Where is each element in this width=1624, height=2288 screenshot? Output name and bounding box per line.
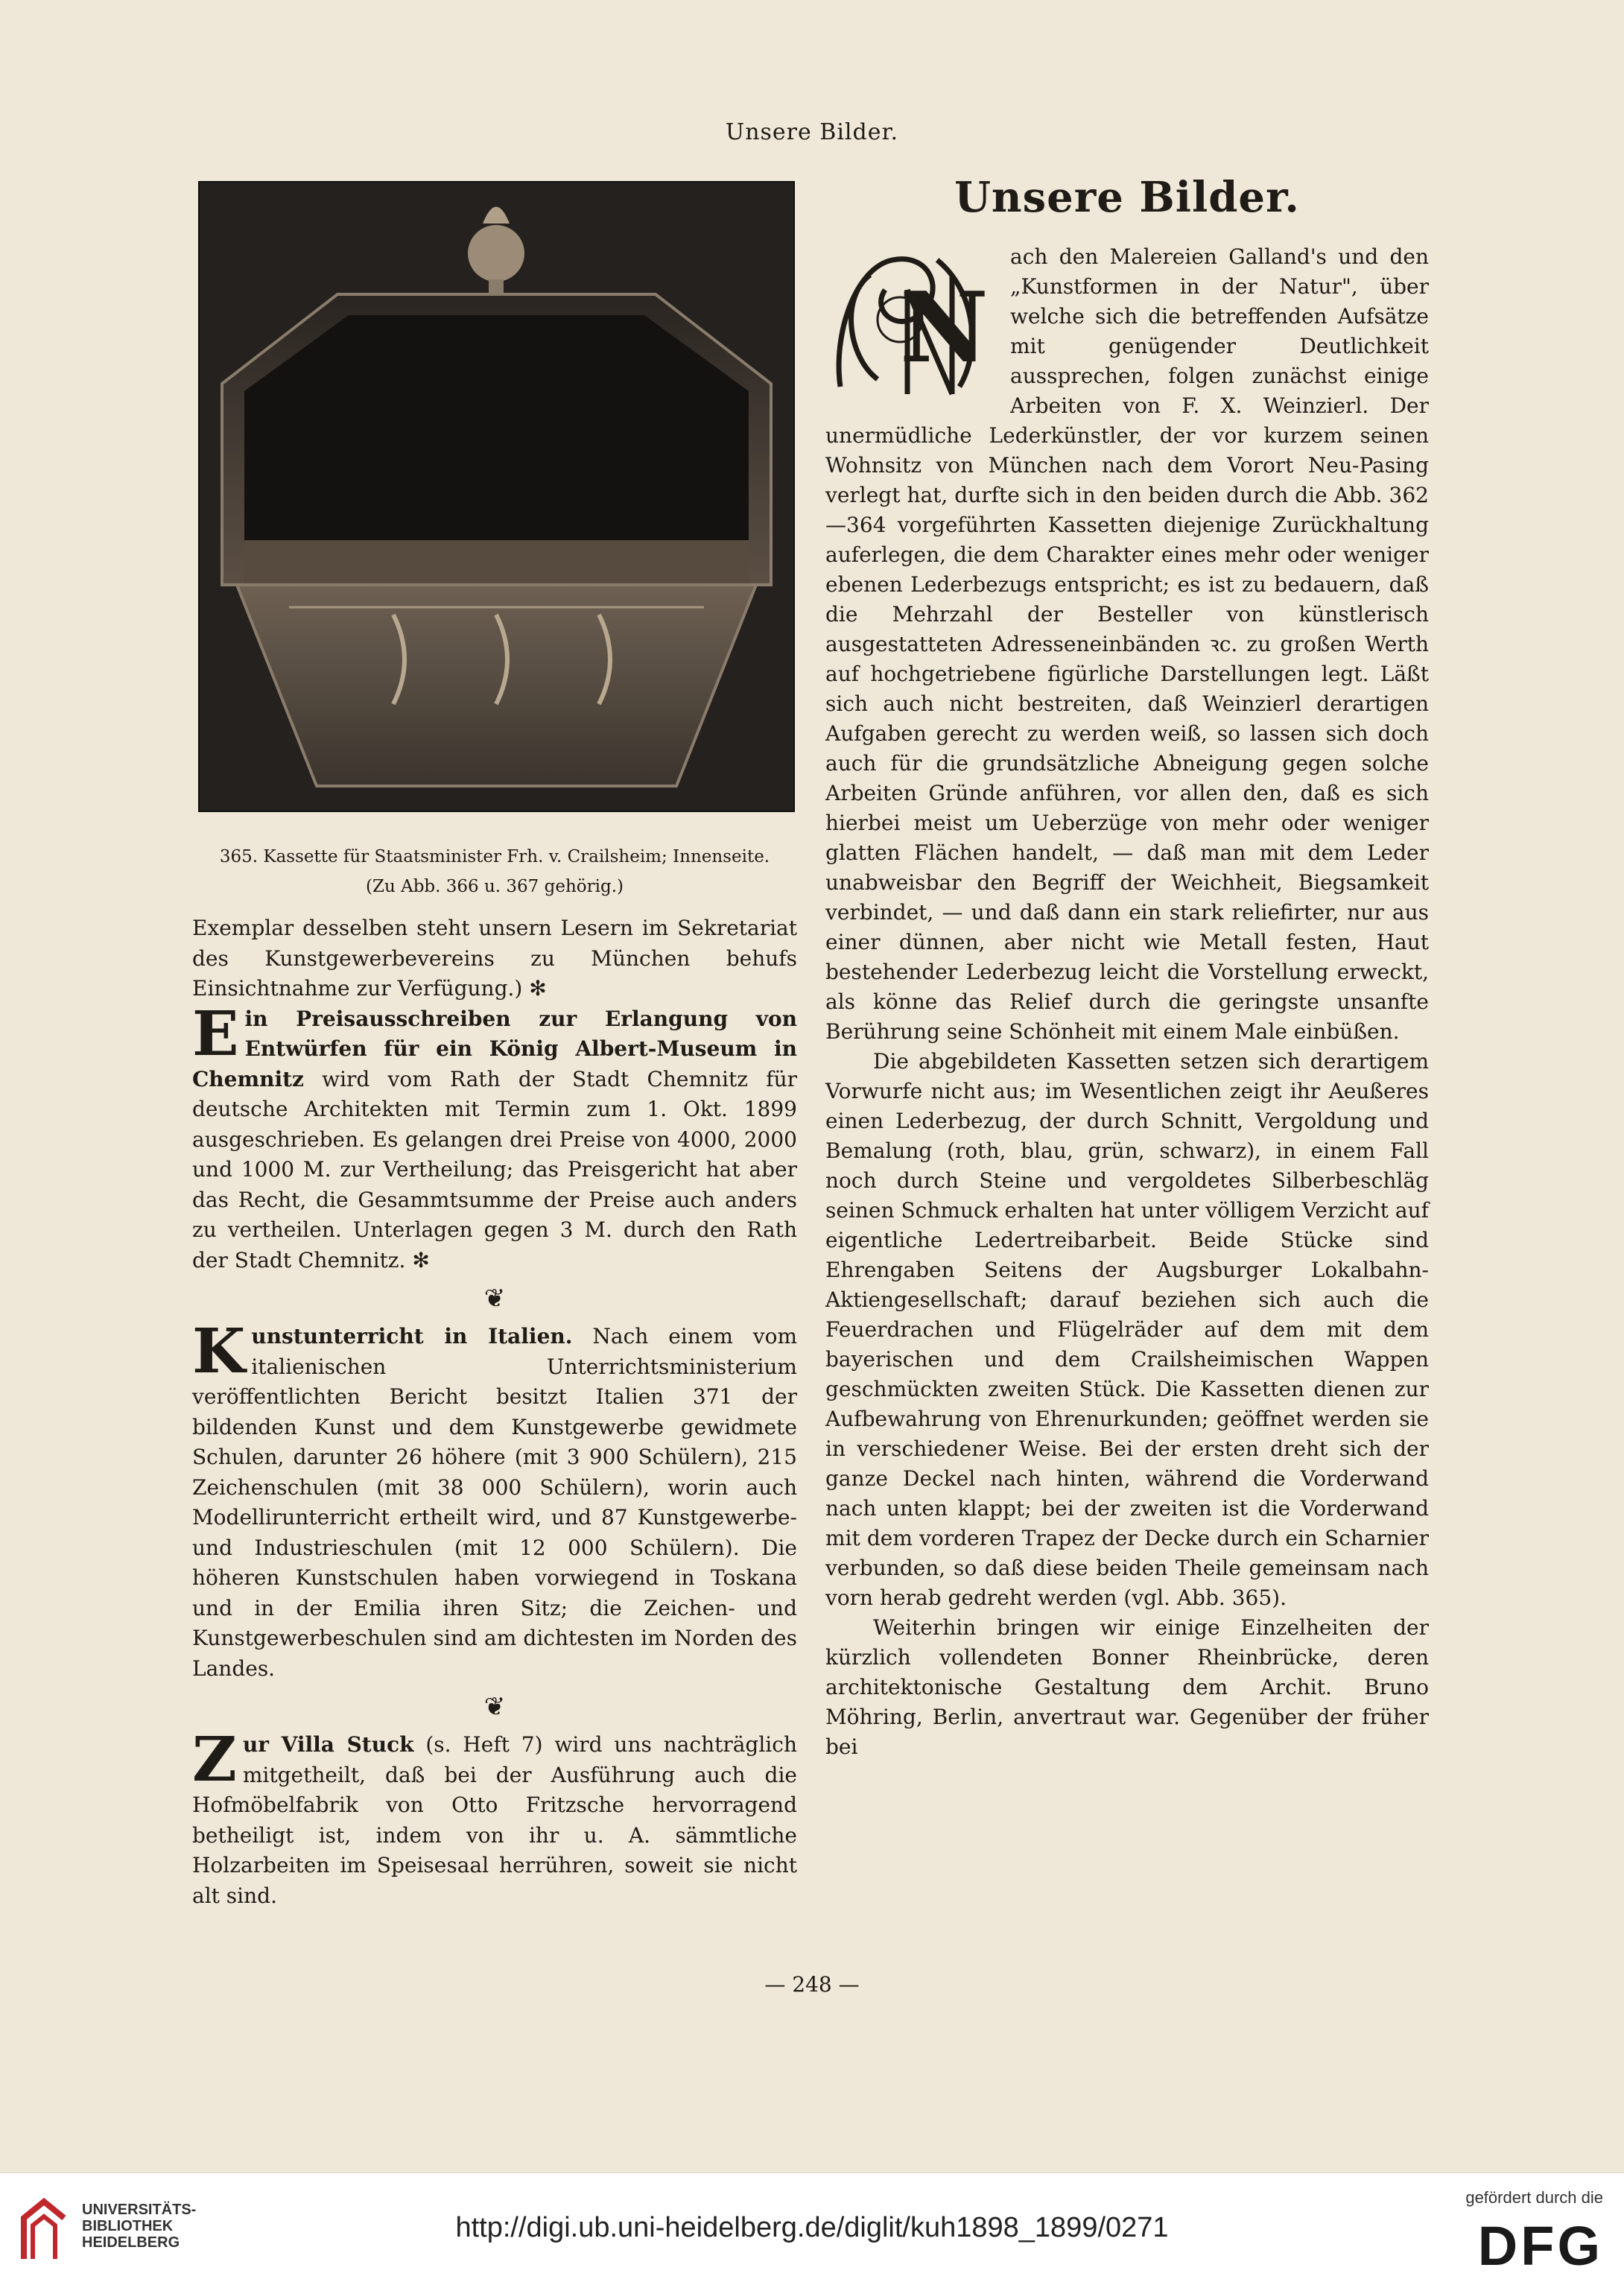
- funder-label: gefördert durch die: [1465, 2188, 1603, 2207]
- left-column: [192, 913, 797, 1911]
- paragraph-kunstunterricht: [192, 1316, 798, 1684]
- fleuron-1: ❦: [483, 1284, 506, 1313]
- section-heading: Unsere Bilder.: [954, 173, 1300, 222]
- dropcap-e: E: [192, 998, 239, 1070]
- dropcap-z: Z: [192, 1724, 237, 1796]
- page-number: — 248 —: [764, 1972, 860, 1997]
- institution-line-3: HEIDELBERG: [82, 2234, 180, 2251]
- fleuron-2: ❦: [483, 1692, 506, 1722]
- lead-villa-stuck: ur Villa Stuck: [242, 1732, 414, 1757]
- paragraph-villa-stuck: [192, 1724, 797, 1911]
- paragraph-kassetten: Die abgebildeten Kassetten setzen sich derartigem Vorwurfe nicht aus; im Wesentlichen zeigt ihr Aeußeres einen Lederbezug, der durch Schnitt, Vergoldung und Bemalung (roth, blau, grün, schwarz), in einem Fall noch durch Steine und vergoldetes Silberbeschläg seinen Schmuck erhalten hat unter völligem Verzicht auf eigentliche Ledertreibarbeit. Beide Stücke sind Ehrengaben Seitens der Augsburger Lokalbahn-Aktiengesellschaft; darauf beziehen sich auch die Feuerdrachen und Flügelräder auf dem mit dem bayerischen und dem Crailsheimischen Wappen geschmückten zweiten Stück. Die Kassetten dienen zur Aufbewahrung von Ehrenurkunden; geöffnet werden sie in verschiedener Weise. Bei der ersten dreht sich der ganze Deckel nach hinten, während die Vorderwand nach unten klappt; bei der zweiten ist die Vorderwand mit dem vorderen Trapez der Decke durch ein Scharnier verbunden, so daß diese beiden Theile gemeinsam nach vorn herab gedreht werden (vgl. Abb. 365).: [825, 1049, 1429, 1610]
- institution-line-2: BIBLIOTHEK: [82, 2218, 174, 2234]
- casket-illustration: [200, 183, 793, 811]
- lead-kunstunterricht: unstunterricht in Italien.: [251, 1324, 573, 1349]
- paragraph-preisausschreiben: [192, 998, 797, 1276]
- dropcap-n: N: [900, 270, 989, 384]
- paragraph-galland: [825, 242, 1429, 1047]
- caption-line-2: (Zu Abb. 366 u. 367 gehörig.): [366, 877, 624, 896]
- body-preisausschreiben: wird vom Rath der Stadt Chemnitz für deutsche Architekten mit Termin zum 1. Okt. 1899 ausgeschrieben. Es gelangen drei Preise von 4000, 2000 und 1000 M. zur Vertheilung; das Preisgericht hat aber das Recht, die Gesammtsumme der Preise auch anders zu vertheilen. Unterlagen gegen 3 M. durch den Rath der Stadt Chemnitz. ✻: [192, 1066, 797, 1273]
- figure-casket-photo: [198, 181, 795, 812]
- paragraph-rheinbruecke: Weiterhin bringen wir einige Einzelheiten der kürzlich vollendeten Bonner Rheinbrücke, deren architektonische Gestaltung dem Archit. Bruno Möhring, Berlin, anvertraut war. Gegenüber der früher bei: [825, 1615, 1429, 1759]
- ornamental-dropcap-n: [825, 245, 997, 402]
- body-kunstunterricht: Nach einem vom italienischen Unterrichtsministerium veröffentlichten Bericht besitzt Italien 371 der bildenden Kunst und dem Kunstgewerbe gewidmete Schulen, darunter 26 höhere (mit 3 900 Schülern), 215 Zeichenschulen (mit 38 000 Schülern), worin auch Modellirunterricht ertheilt wird, und 87 Kunstgewerbe- und Industrieschulen (mit 12 000 Schülern). Die höheren Kunstschulen haben vorwiegend in Toskana und in der Emilia ihren Sitz; die Zeichen- und Kunstgewerbeschulen sind am dichtesten im Norden des Landes.: [192, 1324, 798, 1681]
- right-column: [825, 242, 1429, 1762]
- running-head: Unsere Bilder.: [725, 119, 899, 145]
- body-galland: ach den Malereien Galland's und den „Kunstformen in der Natur", über welche sich die betreffenden Aufsätze mit genügender Deutlichkeit aussprechen, folgen zunächst einige Arbeiten von F. X. Weinzierl. Der unermüdliche Lederkünstler, der vor kurzem seinen Wohnsitz von München nach dem Vorort Neu-Pasing verlegt hat, durfte sich in den beiden durch die Abb. 362—364 vorgeführten Kassetten diejenige Zurückhaltung auferlegen, die dem Charakter eines mehr oder weniger ebenen Lederbezugs entspricht; es ist zu bedauern, daß die Mehrzahl der Besteller von künstlerisch ausgestatteten Adresseneinbänden ꝛc. zu großen Werth auf hochgetriebene figürliche Darstellungen legt. Läßt sich auch nicht bestreiten, daß Weinzierl derartigen Aufgaben gerecht zu werden weiß, so lassen sich doch auch für die grundsätzliche Abneigung gegen solche Arbeiten Gründe anführen, vor allen den, daß es sich hierbei meist um Ueberzüge von mehr oder weniger glatten Flächen handelt, — daß man mit dem Leder unabweisbar den Begriff der Weichheit, Biegsamkeit verbindet, — und daß dann ein stark reliefirter, nur aus einer dünnen, aber nicht wie Metall festen, Haut bestehender Lederbezug leicht die Vorstellung erweckt, als könne das Relief durch die geringste unsanfte Berührung seine Schönheit mit einem Male einbüßen.: [825, 244, 1429, 1044]
- dropcap-k: K: [192, 1316, 246, 1387]
- dfg-logo: DFG: [1477, 2215, 1603, 2277]
- source-url-link[interactable]: http://digi.ub.uni-heidelberg.de/diglit/kuh1898_1899/0271: [455, 2212, 1169, 2243]
- paragraph-exemplar: Exemplar desselben steht unsern Lesern im Sekretariat des Kunstgewerbevereins zu München behufs Einsichtnahme zur Verfügung.) ✻: [192, 916, 797, 1001]
- body-villa-stuck: (s. Heft 7) wird uns nachträglich mitgetheilt, daß bei der Ausführung auch die Hofmöbelfabrik von Otto Fritzsche hervorragend betheiligt ist, indem von ihr u. A. sämmtliche Holzarbeiten im Speisesaal herrühren, soweit sie nicht alt sind.: [192, 1732, 797, 1908]
- institution-line-1: UNIVERSITÄTS-: [82, 2202, 197, 2218]
- figure-caption: [192, 842, 797, 901]
- caption-line-1: 365. Kassette für Staatsminister Frh. v. Crailsheim; Innenseite.: [219, 847, 770, 866]
- digitization-footer: [0, 2173, 1624, 2288]
- lead-preisausschreiben: in Preisausschreiben zur Erlangung von Entwürfen für ein König Albert-Museum in Chemnitz: [192, 1006, 797, 1091]
